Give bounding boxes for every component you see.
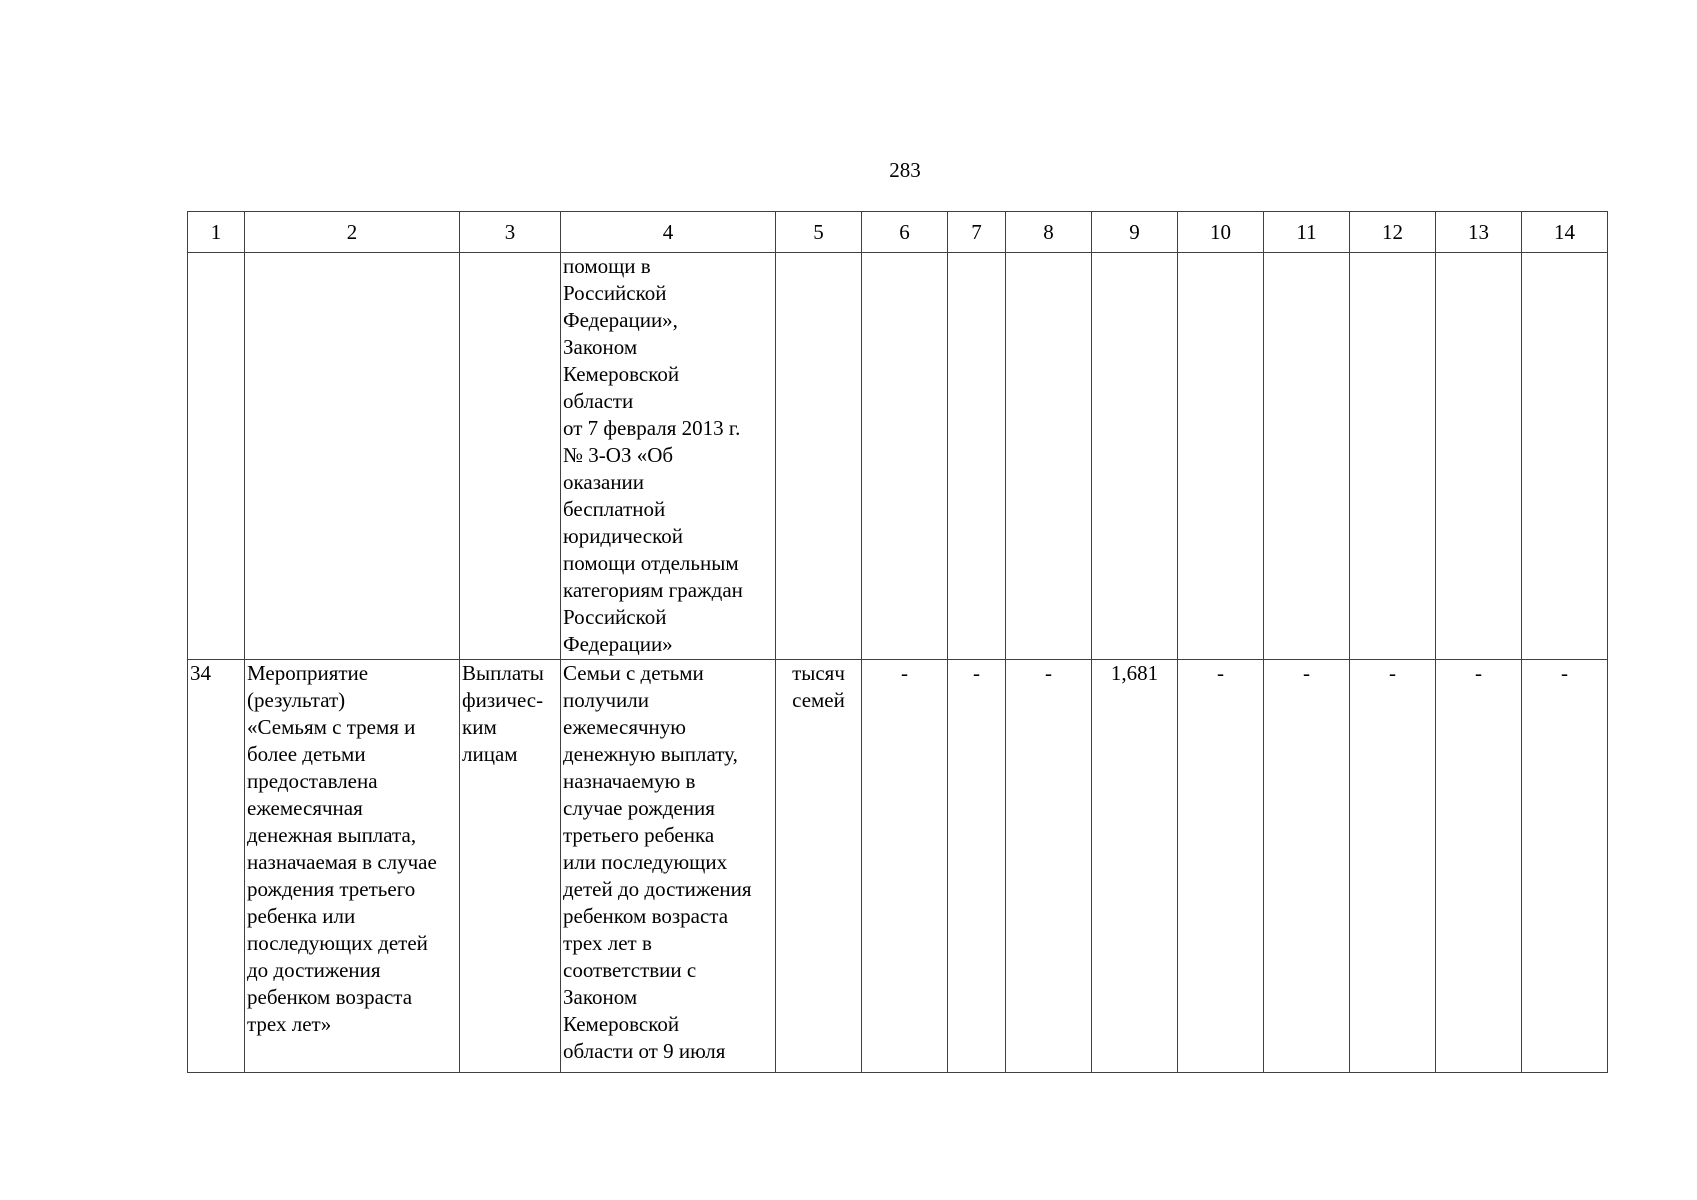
description-cell: Семьи с детьми получили ежемесячную денежную выплату, назначаемую в случае рождения третьего ребенка или последующих детей до достижения ребенком возраста трех лет в соответствии с Законом Кемеровской области от 9 июля [561,660,776,1073]
value-cell [1436,253,1522,660]
value-cell: - [1522,660,1608,1073]
column-header: 9 [1092,212,1178,253]
table-header [188,212,1608,253]
column-header: 13 [1436,212,1522,253]
value-cell: - [948,660,1006,1073]
column-header: 8 [1006,212,1092,253]
value-cell: - [1436,660,1522,1073]
row-number-cell [188,253,245,660]
value-cell [1522,253,1608,660]
type-cell: Выплаты физичес- ким лицам [460,660,561,1073]
description-cell: помощи в Российской Федерации», Законом Кемеровской области от 7 февраля 2013 г. № 3-ОЗ «Об оказании бесплатной юридической помощи отдельным категориям граждан Российской Федерации» [561,253,776,660]
column-header: 11 [1264,212,1350,253]
row-number-cell: 34 [188,660,245,1073]
type-cell [460,253,561,660]
value-cell: - [1350,660,1436,1073]
event-name-cell: Мероприятие (результат) «Семьям с тремя и более детьми предоставлена ежемесячная денежная выплата, назначаемая в случае рождения третьего ребенка или последующих детей до достижения ребенком возраста трех лет» [245,660,460,1073]
column-header: 1 [188,212,245,253]
value-cell: 1,681 [1092,660,1178,1073]
value-cell [1092,253,1178,660]
column-header: 10 [1178,212,1264,253]
data-table [187,211,1608,1073]
value-cell [1264,253,1350,660]
value-cell: - [862,660,948,1073]
page-number: 283 [889,158,921,182]
value-cell [1350,253,1436,660]
event-name-cell [245,253,460,660]
value-cell [948,253,1006,660]
table-row [188,253,1608,660]
column-header: 12 [1350,212,1436,253]
value-cell: - [1178,660,1264,1073]
header-row [188,212,1608,253]
column-header: 7 [948,212,1006,253]
table-row [188,660,1608,1073]
value-cell: - [1006,660,1092,1073]
unit-cell: тысяч семей [776,660,862,1073]
value-cell [1178,253,1264,660]
value-cell [862,253,948,660]
column-header: 6 [862,212,948,253]
value-cell: - [1264,660,1350,1073]
column-header: 2 [245,212,460,253]
column-header: 4 [561,212,776,253]
value-cell [1006,253,1092,660]
column-header: 5 [776,212,862,253]
column-header: 3 [460,212,561,253]
unit-cell [776,253,862,660]
column-header: 14 [1522,212,1608,253]
